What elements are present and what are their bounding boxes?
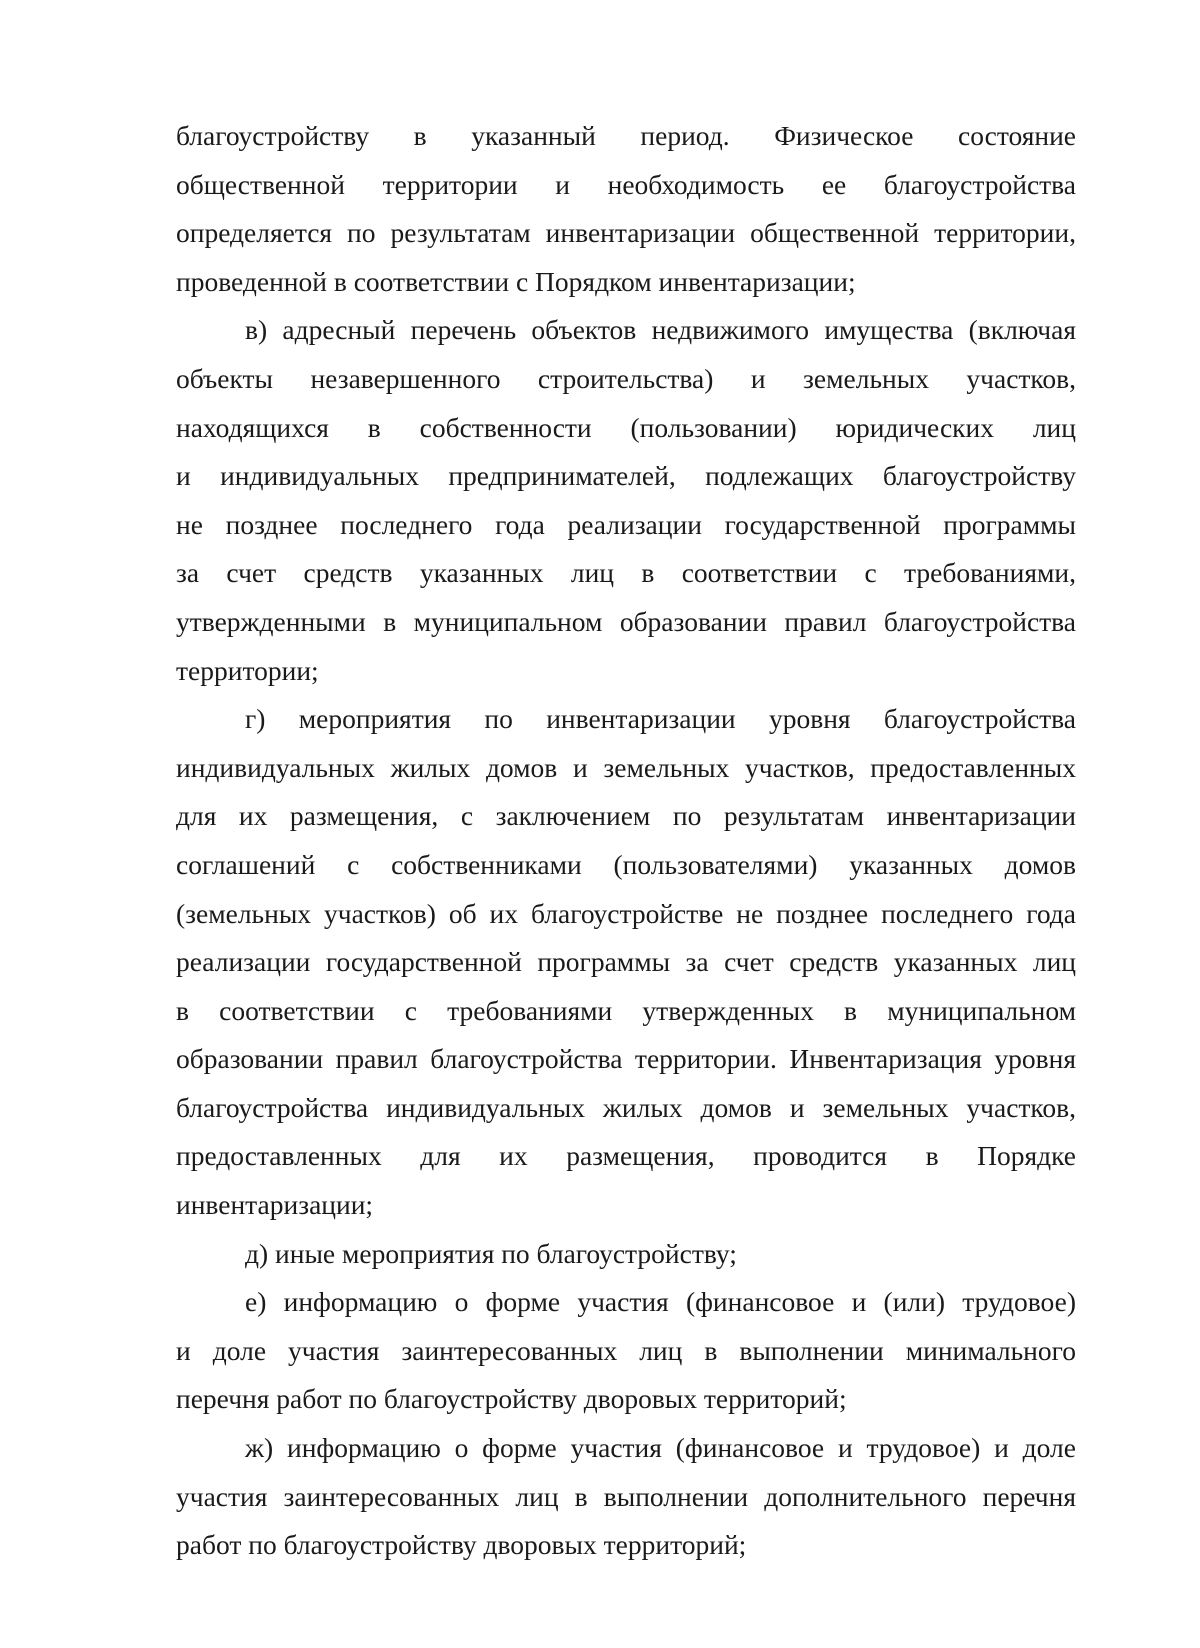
text-line: перечня работ по благоустройству дворовых территорий; [176,1383,847,1415]
paragraph-item-zh [176,1424,1076,1570]
text-line: (земельных участков) об их благоустройстве не позднее последнего года [176,897,1076,929]
text-line: проведенной в соответствии с Порядком инвентаризации; [176,265,856,297]
text-line: территории; [176,654,319,686]
text-line: работ по благоустройству дворовых территорий; [176,1529,747,1561]
text-line: за счет средств указанных лиц в соответствии с требованиями, [176,557,1076,589]
paragraph-item-e [176,1278,1076,1424]
text-line-first: в) адресный перечень объектов недвижимого имущества (включая [245,314,1076,346]
text-line-first: г) мероприятия по инвентаризации уровня благоустройства [245,703,1076,735]
text-line: благоустройства индивидуальных жилых домов и земельных участков, [176,1091,1076,1123]
text-line: реализации государственной программы за счет средств указанных лиц [176,946,1076,978]
text-line: объекты незавершенного строительства) и земельных участков, [176,362,1076,394]
text-line: не позднее последнего года реализации государственной программы [176,508,1076,540]
text-line: предоставленных для их размещения, проводится в Порядке [176,1140,1076,1172]
text-line: соглашений с собственниками (пользователями) указанных домов [176,848,1076,880]
paragraph-continuation [176,112,1076,306]
paragraph-item-g [176,695,1076,1230]
text-line: и индивидуальных предпринимателей, подлежащих благоустройству [176,460,1076,492]
text-line: благоустройству в указанный период. Физическое состояние [176,120,1076,151]
text-line: утвержденными в муниципальном образовании правил благоустройства [176,605,1076,637]
paragraph-item-v [176,306,1076,695]
text-line-first: е) информацию о форме участия (финансовое и (или) трудовое) [245,1286,1076,1318]
text-line: общественной территории и необходимость ее благоустройства [176,168,1076,200]
text-line: инвентаризации; [176,1189,374,1221]
text-line: участия заинтересованных лиц в выполнении дополнительного перечня [176,1480,1076,1512]
text-line: для их размещения, с заключением по результатам инвентаризации [176,800,1076,832]
text-line: находящихся в собственности (пользовании) юридических лиц [176,411,1076,443]
text-line-first: ж) информацию о форме участия (финансовое и трудовое) и доле [245,1432,1076,1464]
text-line: в соответствии с требованиями утвержденных в муниципальном [176,994,1076,1026]
text-line: определяется по результатам инвентаризации общественной территории, [176,217,1076,249]
text-line: образовании правил благоустройства территории. Инвентаризация уровня [176,1043,1076,1075]
text-line: и доле участия заинтересованных лиц в выполнении минимального [176,1334,1076,1366]
document-page [176,112,1076,1570]
paragraph-item-d [176,1230,1076,1279]
text-line: индивидуальных жилых домов и земельных участков, предоставленных [176,751,1076,783]
text-line-first: д) иные мероприятия по благоустройству; [245,1237,737,1269]
